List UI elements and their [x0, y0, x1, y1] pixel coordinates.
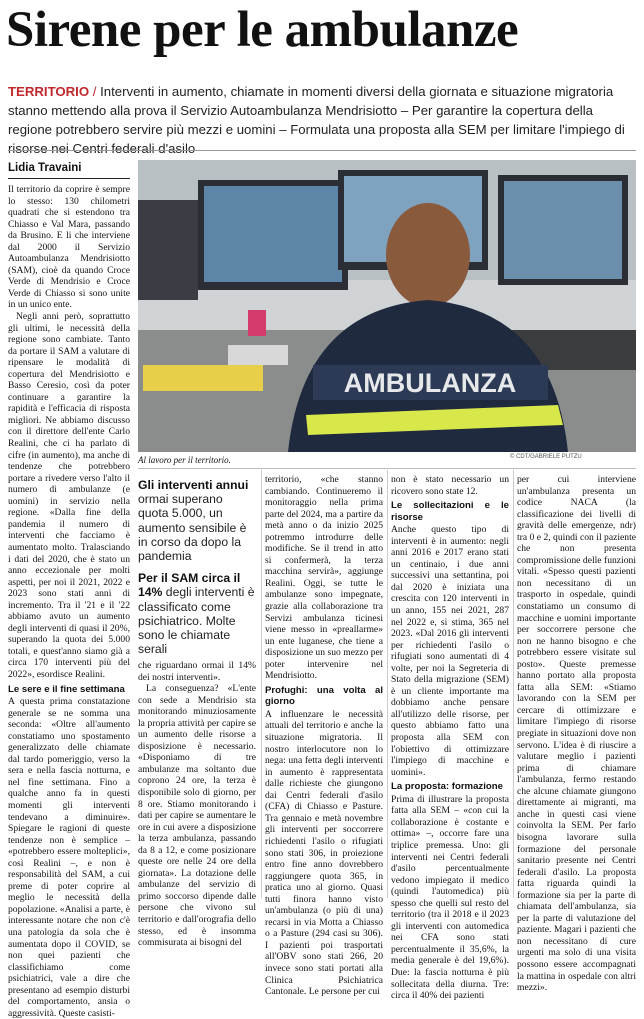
pull-quote-bold: Gli interventi annui — [138, 478, 249, 492]
kicker — [8, 82, 636, 158]
column-divider — [387, 470, 388, 898]
photo-caption: Al lavoro per il territorio. — [138, 455, 231, 465]
paragraph: territorio, «che stanno cambiando. Continueremo il monitoraggio nella prima parte del 2024, ma a partire da metà anno o da inizio 2025 potremmo introdurre delle modifiche. Se il trend in atto si confermerà, la terza macchina servirà», aggiunge Realini. Oggi, se tutte le ambulanze sono impegnate, grazie alla collaborazione tra Servizi ambulanza ticinesi viene messo in «preallarme» un ente luganese, che tiene a disposizione un suo mezzo per poter intervenire nel Mendrisiotto. — [265, 474, 383, 682]
paragraph: A influenzare le necessità attuali del territorio e anche la situazione migratoria. Il nostro interlocutore non lo nega: una fetta degli interventi in aumento è rappresentata dalle richieste che giungono dai Centri federali d'asilo (CFA) di Chiasso e Pasture. Tra gennaio e metà novembre gli interventi per soccorrere richiedenti l'asilo o rifugiati sono stati 306, in proiezione entro fine anno dovrebbero raggiungere quota 365, in pratica uno al giorno. Quasi tutti finora hanno visto un'ambulanza (o più di una) recarsi in via Motta a Chiasso o a Pasture (294 casi su 306). I pazienti poi trasportati all'OBV sono stati 266, 20 invece sono stati portati alla Clinica Psichiatrica Cantonale. Le persone per cui — [265, 708, 383, 998]
column-divider — [513, 470, 514, 898]
paragraph: Prima di illustrare la proposta fatta alla SEM – «con cui la collaborazione è costante e ottima» –, occorre fare una triplice premessa. Uno: gli interventi nei Centri federali d'asilo percentualmente vedono impiegato il medico (quindi l'automedica) più spesso che quelli sul resto del territorio (tra il 2018 e il 2023 gli interventi con automedica nei CFA sono stati percentualmente il 35,6%, la media generale è del 19,6%). Due: la fascia notturna è più sollecitata della diurna. Tre: circa il 40% dei pazienti — [391, 793, 509, 1002]
photo-illustration — [138, 160, 636, 452]
paragraph: Negli anni però, soprattutto gli ultimi, le necessità della regione sono cambiate. Tanto da portare il SAM a valutare di ripensare le modalità di copertura del Mendrisiotto e Basso Ceresio, così da poter continuare a garantire la rapidità e l'efficacia di risposta migliori. Ne abbiamo discusso con il direttore dell'ente Carlo Realini, che ci ha parlato di cifre (in aumento), ma anche di tendenze che potrebbero portare a rivedere verso l'alto il numero di ambulanze (e uomini) in servizio nella regione. «Dalla fine della pandemia il numero di interventi che facciamo è aumentato molto. Tralasciando i dati del 2020, che è stato un anno eccezionale per molti aspetti, per noi il 2021, 2022 e 2023 sono stati anni di incremento. Tra il '21 e il '22 abbiamo avuto un aumento degli interventi di quasi il 20%, superando la quota dei 5.000 totali, e quest'anno siamo già a circa 170 interventi più del 2022», esordisce Realini. — [8, 311, 130, 680]
byline: Lidia Travaini — [8, 162, 130, 179]
paragraph: non è stato necessario un ricovero sono state 12. — [391, 474, 509, 497]
subheading: Profughi: una volta al giorno — [265, 684, 383, 708]
article-column-1 — [8, 184, 130, 1019]
article-column-5 — [517, 474, 636, 994]
pull-quote — [138, 478, 256, 664]
article-column-2 — [138, 660, 256, 949]
photo-credit: © CDT/GABRIELE PUTZU — [510, 454, 582, 460]
pull-quote-text: ormai superano quota 5.000, un aumento sensibile è in corso da dopo la pandemia — [138, 492, 247, 564]
subheading: Le sollecitazioni e le risorse — [391, 500, 509, 523]
subheading: Le sere e il fine settimana — [8, 683, 125, 695]
paragraph: La conseguenza? «L'ente con sede a Mendrisio sta monitorando minuziosamente la propria attività per capire se un aumento delle risorse a disposizione è necessario. «Disponiamo di tre ambulanze ma soltanto due coprono 24 ore, la terza è disponibile solo di giorno, per 8 ore. Stiamo monitorando i dati per capire se aumentare le ore in cui avere a disposizione la terza ambulanza, passando da 8 a 12, e come posizionare queste ore nelle 24 ore della giornata». La dotazione delle ambulanze del servizio di primo soccorso dipende dalle persone che vivono sul territorio e dall'orografia dello stesso, ed è insomma commisurata ai bisogni del — [138, 683, 256, 949]
article-photo — [138, 160, 636, 452]
article-column-4 — [391, 474, 509, 1002]
section-tag: TERRITORIO — [8, 84, 90, 99]
paragraph: per cui interviene un'ambulanza presenta un codice NACA (la classificazione dei livelli di gravità delle emergenze, ndr) tra 0 e 2, quindi con il paziente che non presenta compromissione delle funzioni vitali. «Spesso questi pazienti non necessitano di un trasporto in ospedale, quindi constatiamo un consumo di macchine e uomini importante per soccorrere persone che non ne hanno bisogno e che potrebbero essere visitate sul posto». Queste premesse hanno portato alla proposta fatta alla SEM: «Stiamo lavorando con la SEM per cercare di ottimizzare e limitare l'impiego di risorse pregiate in situazioni dove non servono. L'idea è di riuscire a valutare meglio i pazienti prima di chiamare l'ambulanza, fermo restando che alcune chiamate giungono direttamente ai migranti, ma anche in questi casi viene coinvolta la SEM. Per farlo bisogna lavorare sulla formazione del personale sanitario presente nei Centri federali d'asilo. La proposta fatta riguarda quindi la formazione sia per la parte di chiamata dell'ambulanza, sia per la parte di valutazione del paziente. Magari i pazienti che non necessitano di cure urgenti ma solo di una visita possono essere accompagnati la mattina in ospedale con altri mezzi». — [517, 474, 636, 994]
paragraph: A questa prima constatazione generale se ne somma una seconda: «Oltre all'aumento constatiamo uno spostamento generalizzato delle chiamate dal tardo pomeriggio, verso la sera e nella fascia notturna, e nel fine settimana. Fino a qualche anno fa in questi momenti gli interventi tendevano a diminuire». Spiegare le ragioni di queste tendenze non è semplice – «potrebbero essere molteplici», così Realini –, e non è responsabilità del SAM, a cui preme di poter coprire al meglio le necessità della popolazione. «Analisi a parte, è interessante notare che non c'è una patologia da sola che è aumentata dopo il COVID, se non quei pazienti che classifichiamo come psichiatrici, vale a dire che presentano ad esempio disturbi del comportamento, ansia o aggressività. Queste casisti- — [8, 696, 130, 1019]
pull-quote-bold: Per il SAM circa il 14% — [138, 571, 241, 600]
kicker-text: Interventi in aumento, chiamate in momenti diversi della giornata e situazione migratoria stanno mettendo alla prova il Servizio Autoambulanza Mendrisiotto – Per garantire la copertura della regione potrebbero servire più mezzi e uomini – Formulata una proposta alla SEM per limitare l'impiego di risorse nei Centri federali d'asilo — [8, 84, 625, 156]
paragraph: Il territorio da coprire è sempre lo stesso: 130 chilometri quadrati che si estendono tra Chiasso e Val Mara, passando da Brusino. E li che interviene dal 2000 il Servizio Autoambulanza Mendrisiotto (SAM), cioè da quando Croce Verde di Mendrisio e Croce Verde di Chiasso si sono unite in un unico ente. — [8, 184, 130, 311]
pull-quote-text: degli interventi è classificato come psichiatrico. Molte sono le chiamate serali — [138, 585, 255, 657]
column-divider — [261, 470, 262, 898]
divider — [8, 150, 636, 151]
paragraph: Anche questo tipo di interventi è in aumento: negli anni 2016 e 2017 erano stati un centinaio, i due anni successivi una settantina, poi dal 2020 è iniziata una crescita con 120 interventi in un anno, 155 nei 2021, 287 nel 2022 e, si stima, 365 nel 2023. «Dal 2016 gli interventi per richiedenti l'asilo o rifugiati sono aumentati di 4 volte, per noi la Segreteria di Stato della migrazione (SEM) è un cliente importante ma dobbiamo anche pensare all'utilizzo delle risorse, per questo abbiamo fatto una proposta alla SEM con l'obiettivo di ottimizzare l'impiego di macchine e uomini». — [391, 524, 509, 778]
vest-text: AMBULANZA — [343, 368, 517, 398]
headline: Sirene per le ambulanze — [6, 2, 519, 58]
paragraph: che riguardano ormai il 14% dei nostri interventi». — [138, 660, 256, 683]
divider — [138, 468, 636, 469]
article-column-3 — [265, 474, 383, 998]
kicker-slash: / — [89, 84, 101, 99]
subheading: La proposta: formazione — [391, 781, 503, 793]
